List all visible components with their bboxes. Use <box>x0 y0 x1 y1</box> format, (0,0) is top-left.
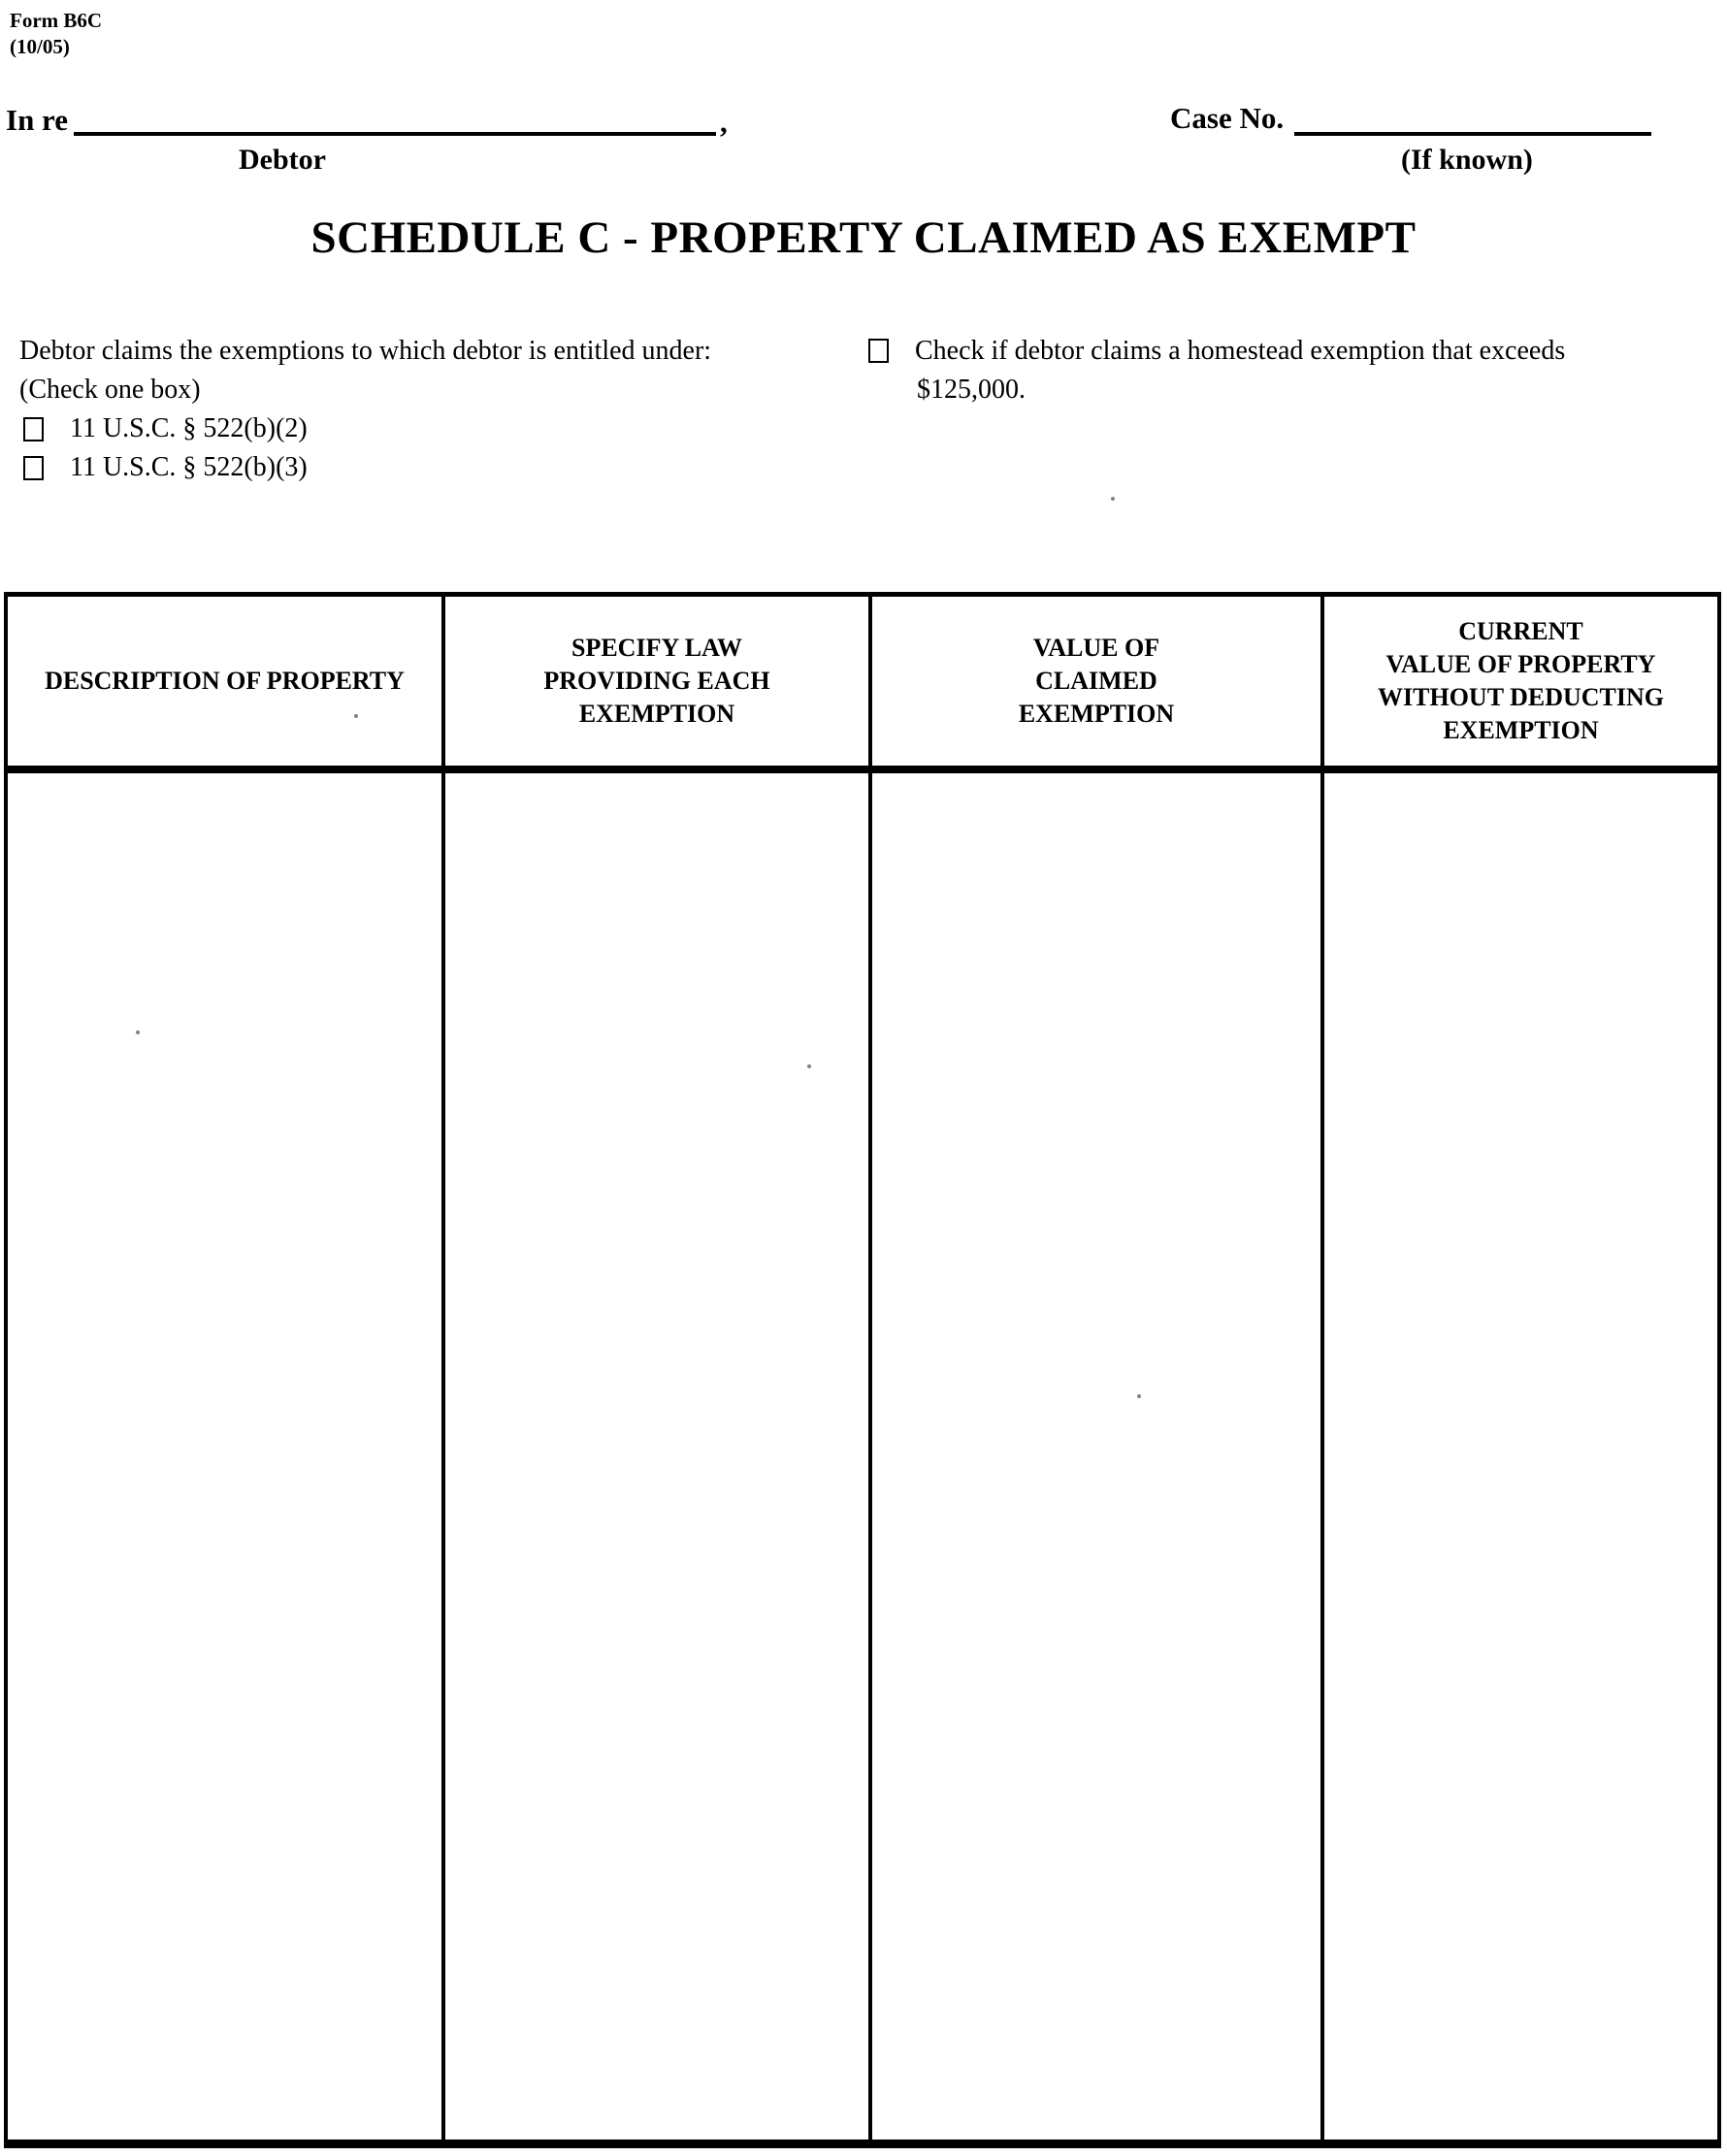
if-known-label: (If known) <box>1401 144 1533 176</box>
header-line: WITHOUT DEDUCTING <box>1378 683 1664 711</box>
header-description-of-property <box>8 597 445 773</box>
cell-value-claimed[interactable] <box>872 773 1324 2140</box>
cell-specify-law[interactable] <box>445 773 872 2140</box>
scan-speck <box>1137 1394 1141 1398</box>
header-line: EXEMPTION <box>578 700 735 728</box>
header-line: SPECIFY LAW <box>570 634 742 662</box>
checkbox-522b2[interactable] <box>23 417 44 441</box>
homestead-option-row <box>868 332 1683 371</box>
checkbox-homestead[interactable] <box>868 339 889 363</box>
cell-current-value[interactable] <box>1324 773 1717 2140</box>
form-number-block <box>10 8 102 60</box>
form-number: Form B6C <box>10 9 103 32</box>
header-line: CURRENT <box>1458 617 1583 645</box>
checkbox-522b3[interactable] <box>23 456 44 480</box>
exemptions-table <box>4 592 1721 2148</box>
homestead-label-line1: Check if debtor claims a homestead exemption that exceeds <box>915 336 1566 366</box>
header-specify-law <box>445 597 872 773</box>
homestead-label-line2: $125,000. <box>917 375 1026 405</box>
cell-description-of-property[interactable] <box>8 773 445 2140</box>
case-no-field[interactable] <box>1294 101 1651 136</box>
header-line: EXEMPTION <box>1443 716 1599 744</box>
form-revision-date: (10/05) <box>10 35 70 58</box>
exemption-intro-line2: (Check one box) <box>19 375 201 405</box>
header-line: VALUE OF <box>1032 634 1160 662</box>
debtor-name-field[interactable] <box>74 103 716 136</box>
scan-speck <box>354 714 358 718</box>
debtor-line-comma: , <box>720 105 728 139</box>
homestead-exemption-block <box>868 332 1683 409</box>
debtor-label: Debtor <box>239 144 326 176</box>
exemption-option-522b2 <box>19 409 844 448</box>
scan-speck <box>136 1030 140 1034</box>
header-line: EXEMPTION <box>1018 700 1175 728</box>
exemption-claim-block <box>19 332 844 487</box>
exemption-option-label: 11 U.S.C. § 522(b)(3) <box>70 452 308 482</box>
header-value-of-claimed-exemption <box>872 597 1324 773</box>
header-line: VALUE OF PROPERTY <box>1385 650 1656 678</box>
header-line: DESCRIPTION OF PROPERTY <box>45 667 405 695</box>
in-re-label: In re <box>6 103 69 137</box>
scan-speck <box>1111 497 1115 501</box>
exemption-option-522b3 <box>19 448 844 487</box>
case-no-label: Case No. <box>1170 101 1285 135</box>
exemption-option-label: 11 U.S.C. § 522(b)(2) <box>70 413 308 443</box>
page-title: SCHEDULE C - PROPERTY CLAIMED AS EXEMPT <box>310 212 1417 263</box>
header-line: CLAIMED <box>1035 667 1157 695</box>
header-current-value <box>1324 597 1717 773</box>
header-line: PROVIDING EACH <box>543 667 770 695</box>
exemption-intro-line1: Debtor claims the exemptions to which debtor is entitled under: <box>19 336 712 366</box>
scan-speck <box>807 1064 811 1068</box>
